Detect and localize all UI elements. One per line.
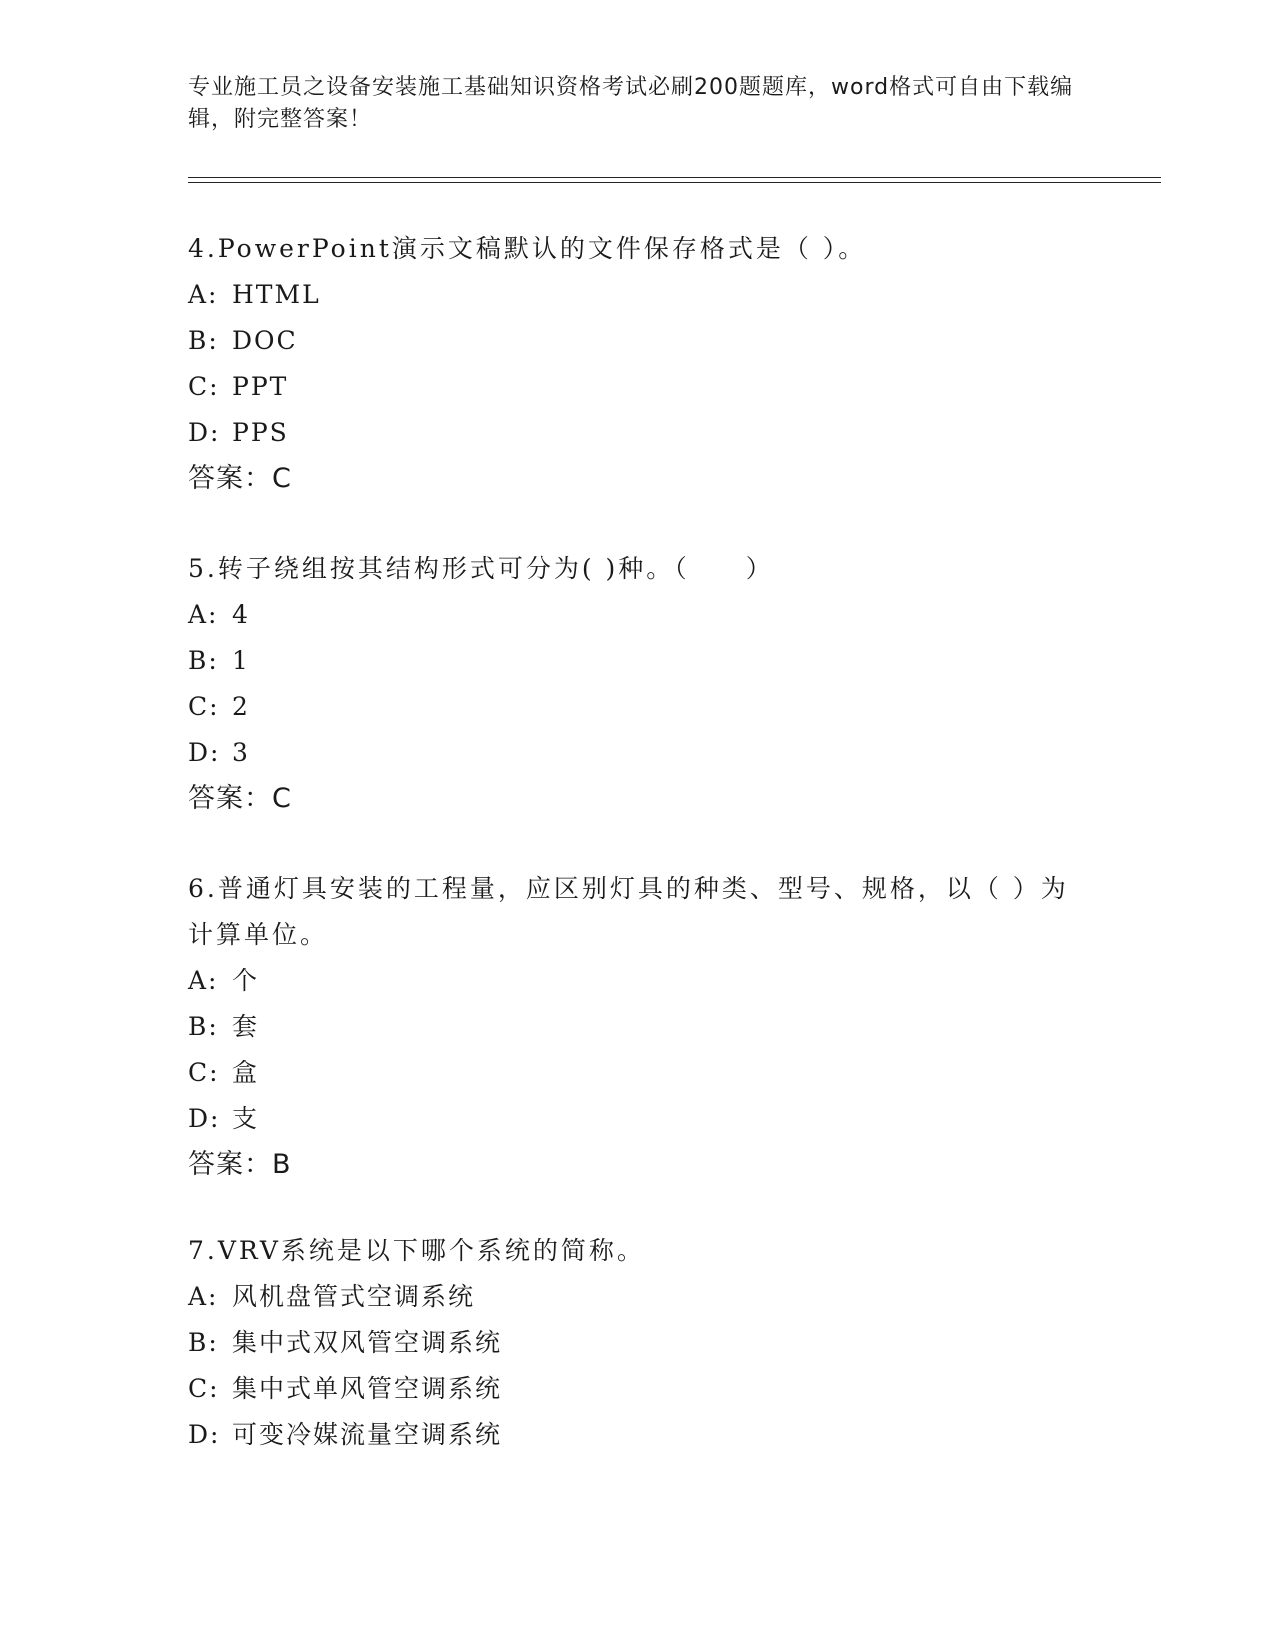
- option-c: [188, 1050, 1088, 1096]
- question-5: [188, 546, 1088, 822]
- option-label: D:: [188, 1104, 221, 1133]
- option-text: 风机盘管式空调系统: [232, 1282, 476, 1311]
- header-divider-bottom: [188, 182, 1161, 183]
- question-stem: 4.PowerPoint演示文稿默认的文件保存格式是（ ）。: [188, 234, 867, 263]
- question-stem: 6.普通灯具安装的工程量，应区别灯具的种类、型号、规格，以（ ）为计算单位。: [188, 874, 1069, 949]
- option-label: A:: [188, 600, 219, 629]
- question-6: [188, 866, 1088, 1188]
- option-label: D:: [188, 418, 221, 447]
- option-text: PPS: [232, 418, 289, 447]
- option-text: 可变冷媒流量空调系统: [232, 1420, 503, 1449]
- option-b: [188, 318, 1088, 364]
- question-7: [188, 1228, 1088, 1458]
- option-text: 集中式单风管空调系统: [232, 1374, 503, 1403]
- question-stem: 5.转子绕组按其结构形式可分为( )种。（ ）: [188, 554, 774, 583]
- option-b: [188, 1320, 1088, 1366]
- option-c: [188, 1366, 1088, 1412]
- option-text: 2: [232, 692, 250, 721]
- option-a: [188, 592, 1088, 638]
- option-label: C:: [188, 1058, 220, 1087]
- option-b: [188, 1004, 1088, 1050]
- option-text: 套: [232, 1012, 260, 1041]
- option-d: [188, 410, 1088, 456]
- option-label: B:: [188, 1012, 219, 1041]
- option-a: [188, 958, 1088, 1004]
- option-b: [188, 638, 1088, 684]
- option-c: [188, 684, 1088, 730]
- answer: 答案：C: [188, 783, 292, 814]
- option-a: [188, 1274, 1088, 1320]
- option-label: B:: [188, 1328, 219, 1357]
- option-label: D:: [188, 1420, 221, 1449]
- option-text: PPT: [232, 372, 289, 401]
- option-d: [188, 1096, 1088, 1142]
- option-text: DOC: [232, 326, 298, 355]
- option-text: 1: [232, 646, 250, 675]
- option-text: 支: [232, 1104, 260, 1133]
- option-c: [188, 364, 1088, 410]
- question-stem: 7.VRV系统是以下哪个系统的简称。: [188, 1236, 645, 1265]
- option-label: C:: [188, 372, 220, 401]
- option-text: 个: [232, 966, 260, 995]
- option-label: C:: [188, 692, 220, 721]
- answer: 答案：B: [188, 1149, 292, 1180]
- option-a: [188, 272, 1088, 318]
- option-label: B:: [188, 646, 219, 675]
- option-text: HTML: [232, 280, 321, 309]
- option-d: [188, 1412, 1088, 1458]
- option-text: 集中式双风管空调系统: [232, 1328, 503, 1357]
- option-text: 3: [232, 738, 250, 767]
- option-label: A:: [188, 966, 219, 995]
- document-header: 专业施工员之设备安装施工基础知识资格考试必刷200题题库，word格式可自由下载编辑，附完整答案！: [188, 75, 1074, 132]
- option-d: [188, 730, 1088, 776]
- option-label: B:: [188, 326, 219, 355]
- header-divider-top: [188, 177, 1161, 178]
- option-text: 4: [232, 600, 250, 629]
- option-label: D:: [188, 738, 221, 767]
- answer: 答案：C: [188, 463, 292, 494]
- option-label: C:: [188, 1374, 220, 1403]
- question-4: [188, 226, 1088, 502]
- option-label: A:: [188, 1282, 219, 1311]
- option-label: A:: [188, 280, 219, 309]
- option-text: 盒: [232, 1058, 260, 1087]
